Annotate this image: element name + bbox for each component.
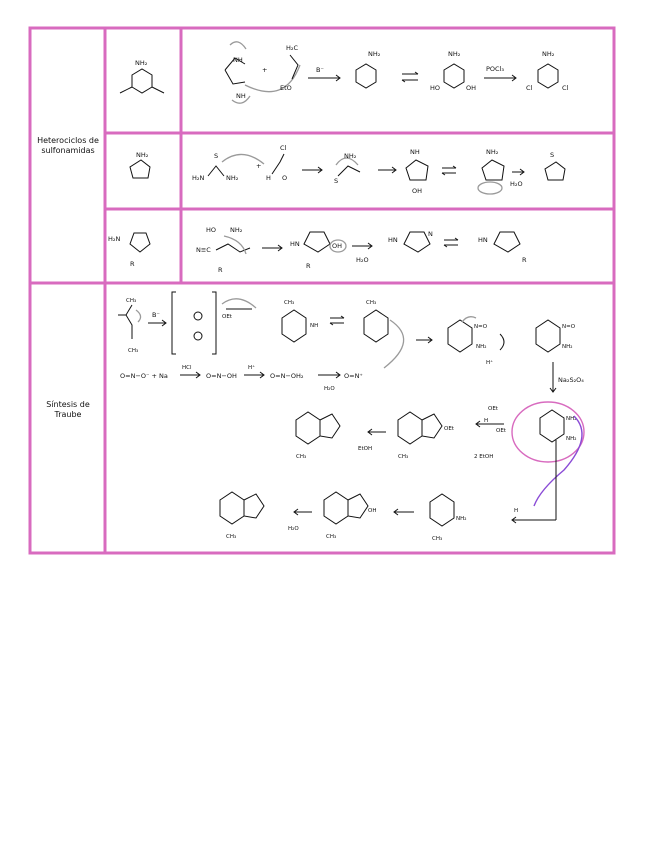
svg-text:H⁺: H⁺ [486, 360, 494, 366]
svg-text:HN: HN [290, 240, 300, 248]
svg-text:NH₂: NH₂ [476, 344, 487, 350]
svg-text:N≡C: N≡C [196, 246, 211, 254]
svg-text:NH₂: NH₂ [486, 148, 499, 156]
svg-text:H: H [514, 508, 519, 514]
svg-text:NH: NH [233, 56, 243, 64]
pyrimidine-nh2-label: NH₂ [135, 59, 148, 67]
isoxazole-target-structure [108, 233, 150, 268]
svg-text:OH: OH [466, 84, 477, 92]
svg-text:OEt: OEt [222, 314, 232, 320]
svg-text:N=O: N=O [562, 324, 576, 330]
svg-text:H: H [484, 418, 489, 424]
svg-text:CH₃: CH₃ [126, 298, 137, 304]
svg-text:EtOH: EtOH [358, 446, 373, 452]
svg-text:R: R [218, 266, 223, 274]
svg-text:Cl: Cl [562, 84, 569, 92]
svg-text:NH₂: NH₂ [136, 151, 149, 159]
svg-text:HO: HO [206, 226, 217, 234]
svg-text:CH₃: CH₃ [398, 454, 409, 460]
svg-text:OH: OH [332, 242, 343, 250]
thiazole-target-structure [130, 151, 150, 178]
svg-text:CH₃: CH₃ [226, 534, 237, 540]
svg-text:NH₂: NH₂ [566, 436, 577, 442]
reductant-label: Na₂S₂O₄ [558, 376, 584, 384]
svg-text:S: S [550, 151, 555, 159]
svg-text:Cl: Cl [526, 84, 533, 92]
svg-text:H₂N: H₂N [192, 174, 205, 182]
svg-text:R: R [306, 262, 311, 270]
svg-text:R: R [130, 260, 135, 268]
svg-text:CH₃: CH₃ [296, 454, 307, 460]
svg-text:OEt: OEt [444, 426, 454, 432]
svg-text:NH₂: NH₂ [562, 344, 573, 350]
svg-text:H₂O: H₂O [288, 526, 299, 532]
svg-text:O=N−OH: O=N−OH [206, 372, 237, 380]
svg-text:+: + [256, 162, 262, 170]
svg-text:2 EtOH: 2 EtOH [474, 454, 494, 460]
svg-text:Cl: Cl [280, 144, 287, 152]
svg-text:HCl: HCl [182, 365, 192, 371]
svg-text:NH₂: NH₂ [456, 516, 467, 522]
svg-text:O=N−OH₂: O=N−OH₂ [270, 372, 304, 380]
svg-text:OEt: OEt [488, 406, 498, 412]
svg-text:N: N [428, 230, 433, 238]
svg-text:H₂O: H₂O [356, 256, 369, 264]
base-reagent: B⁻ [316, 66, 324, 74]
svg-text:CH₃: CH₃ [128, 348, 139, 354]
traube-synthesis-scheme [118, 292, 584, 542]
section-label-heterocycles: Heterociclos de sulfonamidas [37, 136, 99, 155]
svg-text:NH₂: NH₂ [542, 50, 555, 58]
svg-text:H₂O: H₂O [510, 180, 523, 188]
svg-text:NH₂: NH₂ [368, 50, 381, 58]
section-label-traube: Síntesis de Traube [46, 400, 90, 419]
nitrite-species: O=N−O⁻ + Na [120, 372, 168, 380]
svg-text:CH₃: CH₃ [326, 534, 337, 540]
thiazole-synthesis-scheme [192, 144, 565, 195]
svg-text:NH₂: NH₂ [448, 50, 461, 58]
svg-text:NH: NH [236, 92, 246, 100]
svg-text:OH: OH [368, 508, 377, 514]
svg-text:NH₂: NH₂ [226, 174, 239, 182]
svg-text:OH: OH [412, 187, 423, 195]
svg-text:NH: NH [310, 323, 319, 329]
isoxazole-synthesis-scheme [196, 226, 527, 274]
svg-text:R: R [522, 256, 527, 264]
svg-text:S: S [214, 152, 219, 160]
svg-text:HN: HN [478, 236, 488, 244]
svg-text:NH: NH [410, 148, 420, 156]
svg-text:HN: HN [388, 236, 398, 244]
svg-text:HO: HO [430, 84, 441, 92]
pyrimidine-target-structure [120, 59, 164, 93]
svg-text:CH₃: CH₃ [284, 300, 295, 306]
svg-text:H⁺: H⁺ [248, 365, 256, 371]
svg-text:H₂C: H₂C [286, 44, 299, 52]
svg-text:OEt: OEt [496, 428, 506, 434]
pyrimidine-synthesis-scheme [225, 42, 569, 103]
svg-text:NH₂: NH₂ [566, 416, 577, 422]
svg-text:CH₃: CH₃ [432, 536, 443, 542]
svg-text:CH₃: CH₃ [366, 300, 377, 306]
svg-text:NH₂: NH₂ [230, 226, 243, 234]
svg-text:H: H [266, 174, 271, 182]
svg-text:O: O [282, 174, 288, 182]
svg-text:EtO: EtO [280, 84, 292, 92]
svg-text:NH₂: NH₂ [344, 152, 357, 160]
svg-text:S: S [334, 177, 339, 185]
svg-text:B⁻: B⁻ [152, 311, 160, 319]
svg-text:N=O: N=O [474, 324, 488, 330]
svg-text:H₂N: H₂N [108, 235, 121, 243]
svg-text:O=N⁺: O=N⁺ [344, 372, 363, 380]
table-grid [30, 28, 614, 553]
chlorination-reagent: POCl₃ [486, 65, 504, 73]
svg-text:H₂O: H₂O [324, 386, 335, 392]
svg-text:+: + [262, 66, 268, 74]
